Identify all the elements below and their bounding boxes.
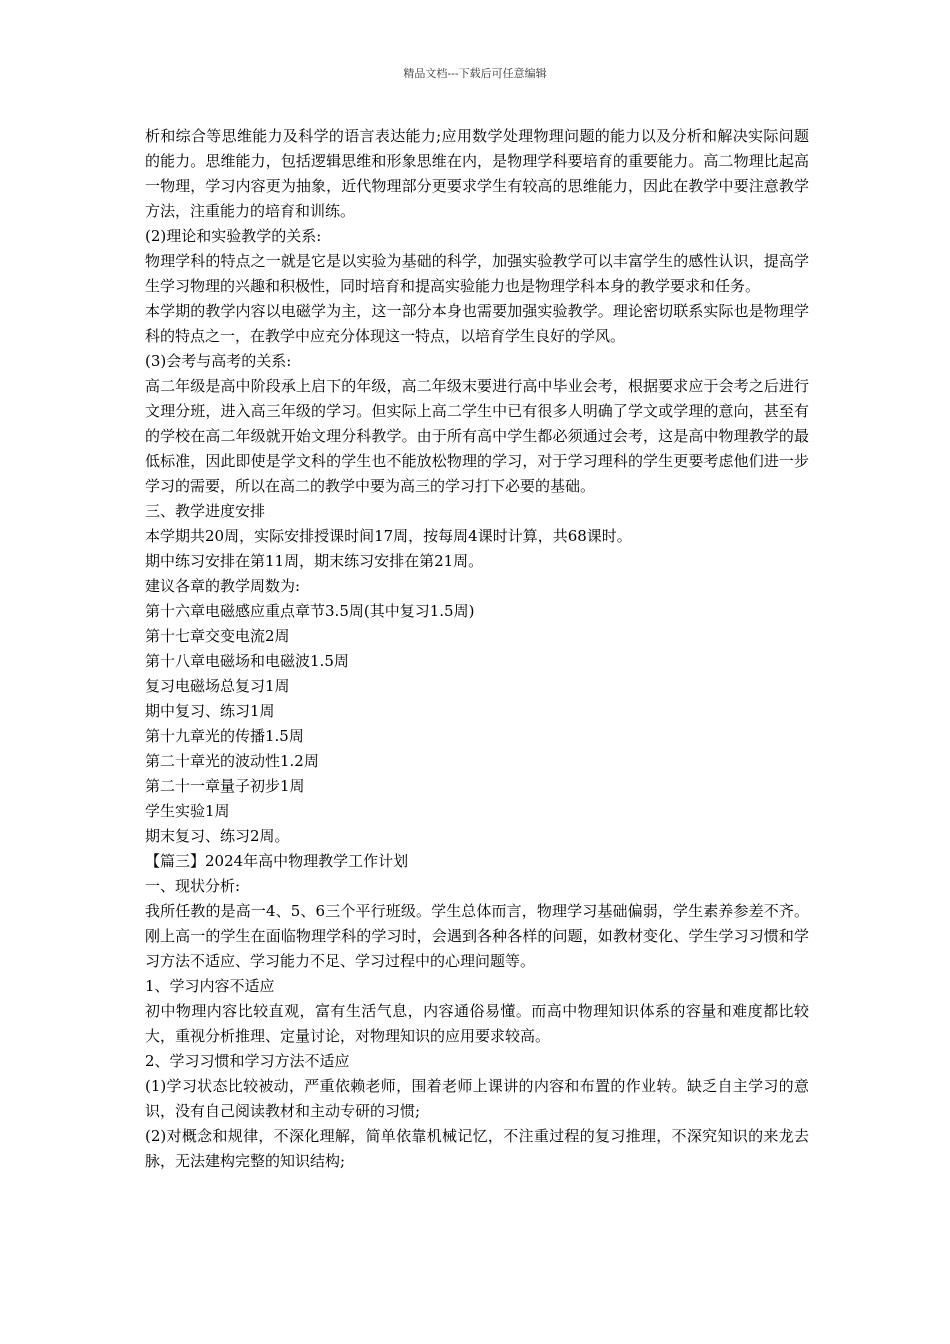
paragraph: 我所任教的是高一4、5、6三个平行班级。学生总体而言，物理学习基础偏弱，学生素养参差不齐。刚上高一的学生在面临物理学科的学习时，会遇到各种各样的问题，如教材变化、学生学习习惯和学习方法不适应、学习能力不足、学习过程中的心理问题等。 — [145, 902, 809, 970]
section-heading: 一、现状分析: — [145, 877, 241, 895]
article-title: 【篇三】2024年高中物理教学工作计划 — [145, 852, 409, 870]
paragraph: 本学期的教学内容以电磁学为主，这一部分本身也需要加强实验教学。理论密切联系实际也是物理学科的特点之一，在教学中应充分体现这一特点，以培育学生良好的学风。 — [145, 302, 809, 345]
document-body — [145, 124, 809, 1174]
schedule-item: 第十九章光的传播1.5周 — [145, 727, 304, 745]
paragraph: 期中练习安排在第11周，期末练习安排在第21周。 — [145, 552, 484, 570]
paragraph: (1)学习状态比较被动，严重依赖老师，围着老师上课讲的内容和布置的作业转。缺乏自主学习的意识，没有自己阅读教材和主动专研的习惯; — [145, 1077, 809, 1120]
schedule-item: 学生实验1周 — [145, 802, 230, 820]
page-header: 精品文档---下载后可任意编辑 — [403, 67, 547, 80]
section-heading: 三、教学进度安排 — [145, 502, 266, 520]
schedule-item: 复习电磁场总复习1周 — [145, 677, 290, 695]
schedule-item: 第二十一章量子初步1周 — [145, 777, 305, 795]
schedule-item: 第十七章交变电流2周 — [145, 627, 290, 645]
section-heading: (2)理论和实验教学的关系: — [145, 227, 322, 245]
paragraph: 建议各章的教学周数为: — [145, 577, 301, 595]
schedule-item: 第十八章电磁场和电磁波1.5周 — [145, 652, 349, 670]
section-heading: 1、学习内容不适应 — [145, 977, 275, 995]
paragraph: 本学期共20周，实际安排授课时间17周，按每周4课时计算，共68课时。 — [145, 527, 632, 545]
paragraph: 析和综合等思维能力及科学的语言表达能力;应用数学处理物理问题的能力以及分析和解决实际问题的能力。思维能力，包括逻辑思维和形象思维在内，是物理学科要培育的重要能力。高二物理比起高一物理，学习内容更为抽象，近代物理部分更要求学生有较高的思维能力，因此在教学中要注意教学方法，注重能力的培育和训练。 — [145, 127, 809, 220]
schedule-item: 期末复习、练习2周。 — [145, 827, 290, 845]
paragraph: 高二年级是高中阶段承上启下的年级，高二年级末要进行高中毕业会考，根据要求应于会考之后进行文理分班，进入高三年级的学习。但实际上高二学生中已有很多人明确了学文或学理的意向，甚至有的学校在高二年级就开始文理分科教学。由于所有高中学生都必须通过会考，这是高中物理教学的最低标准，因此即使是学文科的学生也不能放松物理的学习，对于学习理科的学生更要考虑他们进一步学习的需要，所以在高二的教学中要为高三的学习打下必要的基础。 — [145, 377, 809, 495]
paragraph: 物理学科的特点之一就是它是以实验为基础的科学，加强实验教学可以丰富学生的感性认识，提高学生学习物理的兴趣和积极性，同时培育和提高实验能力也是物理学科本身的教学要求和任务。 — [145, 252, 809, 295]
schedule-item: 第十六章电磁感应重点章节3.5周(其中复习1.5周) — [145, 602, 475, 620]
schedule-item: 期中复习、练习1周 — [145, 702, 275, 720]
schedule-item: 第二十章光的波动性1.2周 — [145, 752, 319, 770]
section-heading: (3)会考与高考的关系: — [145, 352, 292, 370]
paragraph: (2)对概念和规律，不深化理解，简单依靠机械记忆，不注重过程的复习推理，不深究知识的来龙去脉，无法建构完整的知识结构; — [145, 1127, 809, 1170]
section-heading: 2、学习习惯和学习方法不适应 — [145, 1052, 350, 1070]
paragraph: 初中物理内容比较直观，富有生活气息，内容通俗易懂。而高中物理知识体系的容量和难度都比较大，重视分析推理、定量讨论，对物理知识的应用要求较高。 — [145, 1002, 809, 1045]
